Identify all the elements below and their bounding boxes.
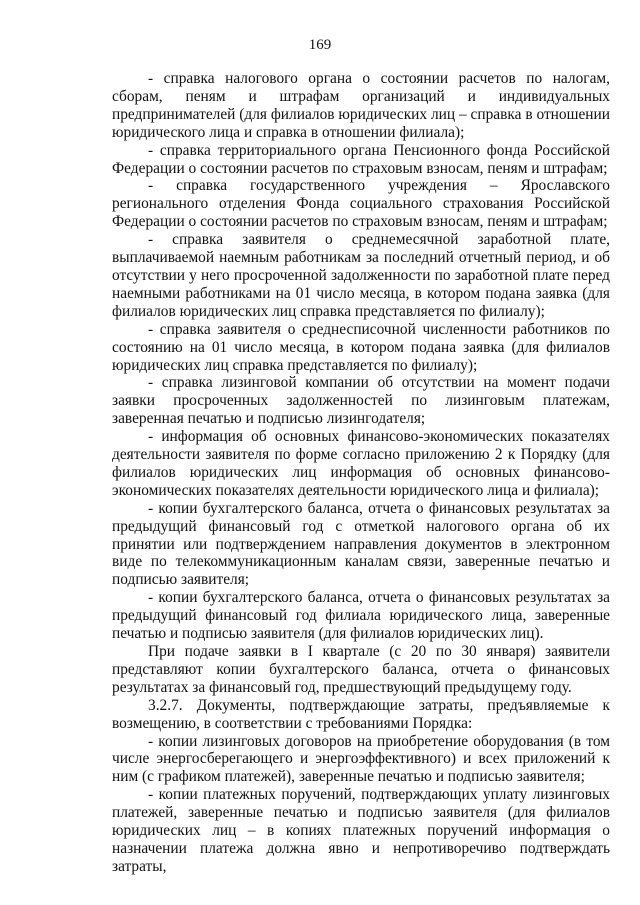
paragraph-first-quarter-note: При подаче заявки в I квартале (с 20 по 30 января) заявители представляют копии бухгалтерского баланса, отчета о финансовых результатах за финансовый год, предшествующий предыдущему году. — [112, 643, 610, 696]
document-body — [112, 70, 610, 876]
paragraph-financial-indicators: - информация об основных финансово-экономических показателях деятельности заявителя по форме согласно приложению 2 к Порядку (для филиалов юридических лиц информация об основных финансово-экономических показателях деятельности юридического лица и филиала); — [112, 428, 610, 499]
paragraph-balance-sheet-copies: - копии бухгалтерского баланса, отчета о финансовых результатах за предыдущий финансовый год с отметкой налогового органа об их принятии или подтверждением направления документов в электронном виде по телекоммуникационным каналам связи, заверенные печатью и подписью заявителя; — [112, 499, 610, 589]
paragraph-pension-fund-certificate: - справка территориального органа Пенсионного фонда Российской Федерации о состоянии расчетов по страховым взносам, пеням и штрафам; — [112, 141, 610, 177]
paragraph-headcount-certificate: - справка заявителя о среднесписочной численности работников по состоянию на 01 число месяца, в котором подана заявка (для филиалов юридических лиц справка представляется по филиалу); — [112, 320, 610, 374]
paragraph-social-insurance-certificate: - справка государственного учреждения – Ярославского регионального отделения Фонда социального страхования Российской Федерации о состоянии расчетов по страховым взносам, пеням и штрафам; — [112, 177, 610, 231]
paragraph-leasing-debt-certificate: - справка лизинговой компании об отсутствии на момент подачи заявки просроченных задолженностей по лизинговым платежам, заверенная печатью и подписью лизингодателя; — [112, 374, 610, 428]
paragraph-average-salary-certificate: - справка заявителя о среднемесячной заработной плате, выплачиваемой наемным работникам за последний отчетный период, и об отсутствии у него просроченной задолженности по заработной плате перед наемными работниками на 01 число месяца, в котором подана заявка (для филиалов юридических лиц справка представляется по филиалу); — [112, 231, 610, 320]
paragraph-payment-orders: - копии платежных поручений, подтверждающих уплату лизинговых платежей, заверенные печатью и подписью заявителя (для филиалов юридических лиц – в копиях платежных поручений информация о назначении платежа должна явно и непротиворечиво подтверждать затраты, — [112, 786, 610, 875]
paragraph-leasing-contracts: - копии лизинговых договоров на приобретение оборудования (в том числе энергосберегающего и энергоэффективного) и всех приложений к ним (с графиком платежей), заверенные печатью и подписью заявителя; — [112, 732, 610, 786]
paragraph-tax-certificate: - справка налогового органа о состоянии расчетов по налогам, сборам, пеням и штрафам организаций и индивидуальных предпринимателей (для филиалов юридических лиц – справка в отношении юридического лица и справка в отношении филиала); — [112, 70, 610, 141]
page-number: 169 — [308, 37, 332, 53]
paragraph-section-3-2-7: 3.2.7. Документы, подтверждающие затраты, предъявляемые к возмещению, в соответствии с требованиями Порядка: — [112, 696, 610, 732]
paragraph-branch-balance-copies: - копии бухгалтерского баланса, отчета о финансовых результатах за предыдущий финансовый год филиала юридического лица, заверенные печатью и подписью заявителя (для филиалов юридических лиц). — [112, 589, 610, 643]
